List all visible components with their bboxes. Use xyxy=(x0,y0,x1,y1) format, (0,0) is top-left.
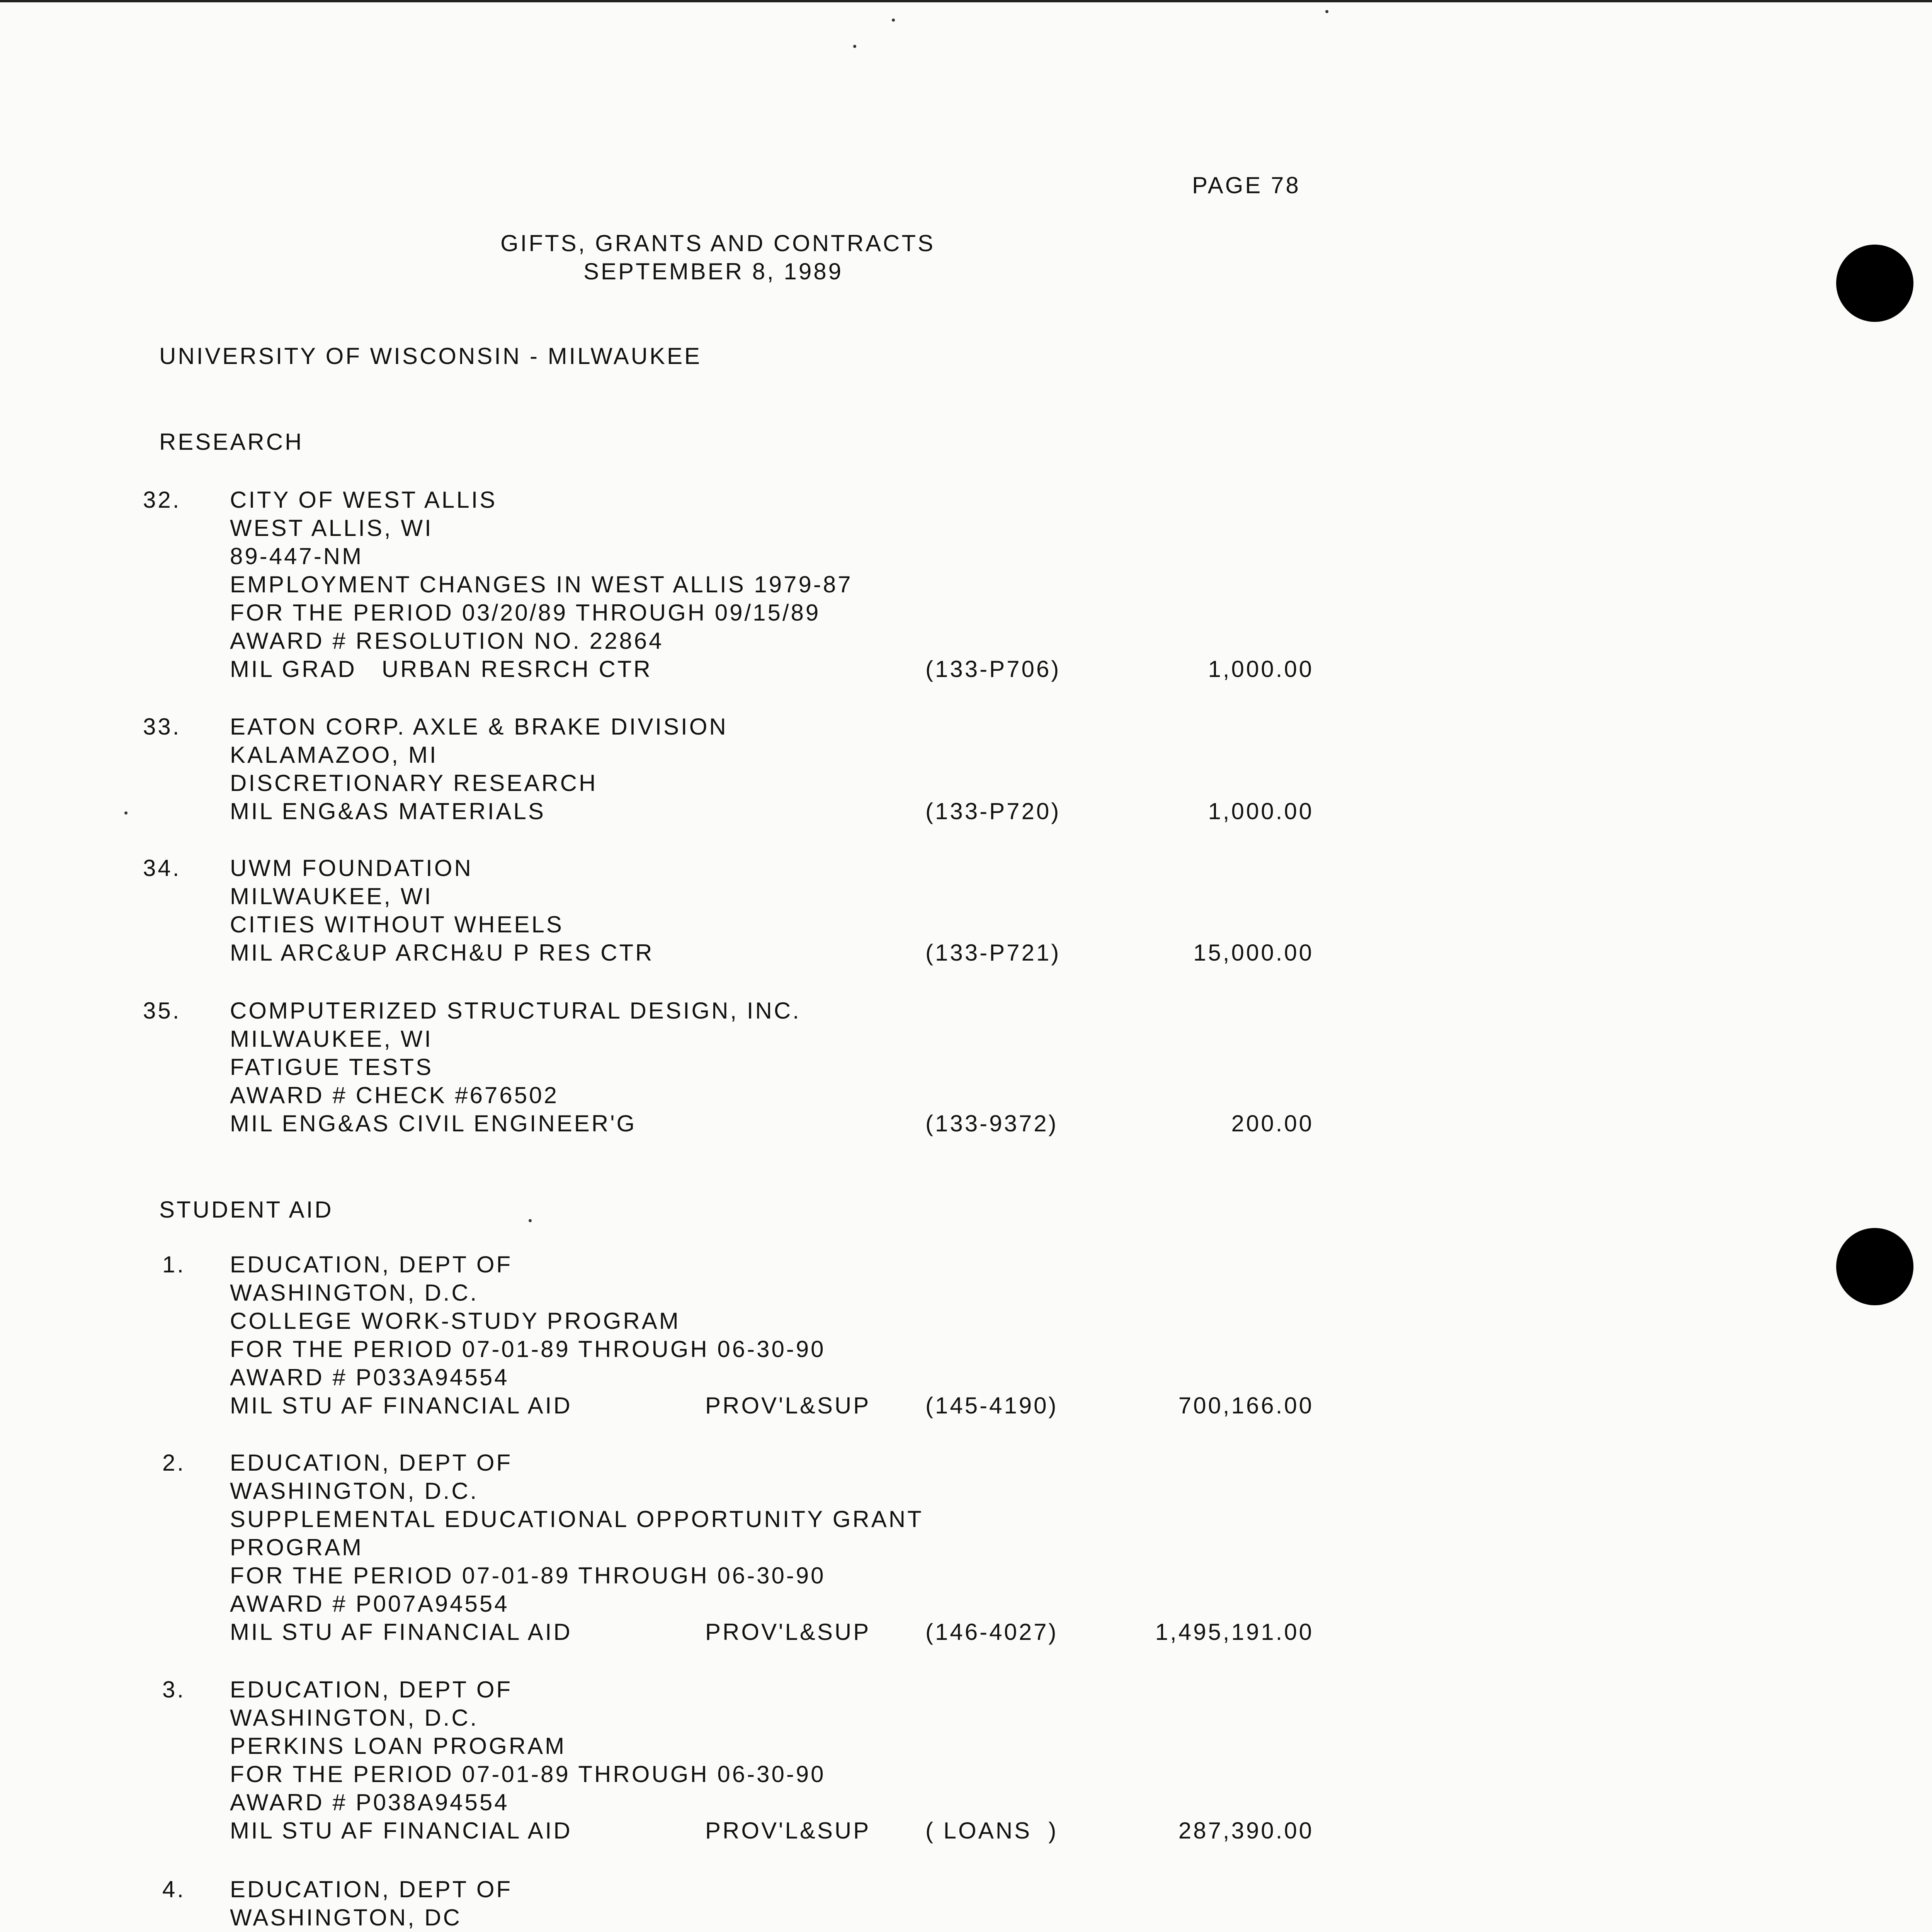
scan-speck xyxy=(529,1219,532,1222)
entry-department: MIL GRAD URBAN RESRCH CTR xyxy=(230,656,652,682)
entry-provision: PROV'L&SUP xyxy=(705,1393,871,1418)
entry-number: 33. xyxy=(143,714,181,740)
entry-description-line: AWARD # P007A94554 xyxy=(230,1591,509,1617)
entry-department: MIL STU AF FINANCIAL AID xyxy=(230,1393,572,1418)
entry-description-line: EDUCATION, DEPT OF xyxy=(230,1876,513,1902)
entry-description-line: FOR THE PERIOD 03/20/89 THROUGH 09/15/89 xyxy=(230,600,821,626)
entry-description-line: AWARD # RESOLUTION NO. 22864 xyxy=(230,628,664,654)
entry-account-code: (133-P706) xyxy=(925,656,1061,682)
entry-department: MIL ENG&AS CIVIL ENGINEER'G xyxy=(230,1111,637,1136)
entry-account-code: (133-P721) xyxy=(925,940,1061,966)
entry-amount: 1,495,191.00 xyxy=(1155,1619,1314,1645)
scan-speck xyxy=(124,811,128,815)
entry-description-line: FOR THE PERIOD 07-01-89 THROUGH 06-30-90 xyxy=(230,1563,826,1588)
entry-description-line: CITIES WITHOUT WHEELS xyxy=(230,912,564,937)
entry-description-line: 89-447-NM xyxy=(230,543,364,569)
entry-description-line: WASHINGTON, DC xyxy=(230,1905,462,1930)
entry-description-line: AWARD # P038A94554 xyxy=(230,1789,509,1815)
entry-amount: 287,390.00 xyxy=(1178,1818,1314,1844)
entry-description-line: MILWAUKEE, WI xyxy=(230,1026,433,1052)
scan-speck xyxy=(853,45,856,48)
page-number: PAGE 78 xyxy=(1192,172,1301,198)
section-heading-student-aid: STUDENT AID xyxy=(159,1197,333,1223)
document-date: SEPTEMBER 8, 1989 xyxy=(583,259,843,284)
entry-description-line: PROGRAM xyxy=(230,1534,364,1560)
entry-amount: 15,000.00 xyxy=(1193,940,1314,966)
entry-amount: 1,000.00 xyxy=(1208,798,1314,824)
entry-number: 4. xyxy=(162,1876,186,1902)
entry-account-code: (146-4027) xyxy=(925,1619,1058,1645)
entry-description-line: AWARD # CHECK #676502 xyxy=(230,1082,559,1108)
entry-description-line: CITY OF WEST ALLIS xyxy=(230,487,497,513)
entry-number: 34. xyxy=(143,855,181,881)
entry-description-line: EDUCATION, DEPT OF xyxy=(230,1450,513,1476)
entry-number: 3. xyxy=(162,1677,186,1702)
entry-account-code: ( LOANS ) xyxy=(925,1818,1058,1844)
punch-hole-top xyxy=(1836,245,1913,322)
entry-description-line: WEST ALLIS, WI xyxy=(230,515,433,541)
entry-number: 1. xyxy=(162,1252,186,1277)
entry-description-line: COMPUTERIZED STRUCTURAL DESIGN, INC. xyxy=(230,998,801,1024)
scan-speck xyxy=(1325,10,1328,13)
entry-description-line: UWM FOUNDATION xyxy=(230,855,473,881)
entry-provision: PROV'L&SUP xyxy=(705,1818,871,1844)
entry-description-line: PERKINS LOAN PROGRAM xyxy=(230,1733,566,1759)
entry-description-line: EDUCATION, DEPT OF xyxy=(230,1677,513,1702)
entry-description-line: EDUCATION, DEPT OF xyxy=(230,1252,513,1277)
entry-number: 2. xyxy=(162,1450,186,1476)
entry-description-line: MILWAUKEE, WI xyxy=(230,883,433,909)
entry-amount: 200.00 xyxy=(1231,1111,1314,1136)
entry-description-line: WASHINGTON, D.C. xyxy=(230,1280,479,1306)
entry-description-line: KALAMAZOO, MI xyxy=(230,742,438,768)
entry-account-code: (133-P720) xyxy=(925,798,1061,824)
entry-department: MIL ARC&UP ARCH&U P RES CTR xyxy=(230,940,654,966)
entry-amount: 700,166.00 xyxy=(1178,1393,1314,1418)
entry-description-line: COLLEGE WORK-STUDY PROGRAM xyxy=(230,1308,680,1334)
entry-department: MIL ENG&AS MATERIALS xyxy=(230,798,546,824)
section-heading-research: RESEARCH xyxy=(159,429,304,455)
entry-description-line: FOR THE PERIOD 07-01-89 THROUGH 06-30-90 xyxy=(230,1336,826,1362)
entry-number: 35. xyxy=(143,998,181,1024)
entry-description-line: WASHINGTON, D.C. xyxy=(230,1705,479,1731)
scan-speck xyxy=(892,19,895,22)
entry-description-line: DISCRETIONARY RESEARCH xyxy=(230,770,598,796)
entry-number: 32. xyxy=(143,487,181,513)
entry-description-line: WASHINGTON, D.C. xyxy=(230,1478,479,1504)
entry-description-line: SUPPLEMENTAL EDUCATIONAL OPPORTUNITY GRANT xyxy=(230,1506,923,1532)
entry-department: MIL STU AF FINANCIAL AID xyxy=(230,1619,572,1645)
entry-description-line: FOR THE PERIOD 07-01-89 THROUGH 06-30-90 xyxy=(230,1761,826,1787)
entry-department: MIL STU AF FINANCIAL AID xyxy=(230,1818,572,1844)
document-title: GIFTS, GRANTS AND CONTRACTS xyxy=(500,230,935,256)
entry-description-line: FATIGUE TESTS xyxy=(230,1054,434,1080)
institution-name: UNIVERSITY OF WISCONSIN - MILWAUKEE xyxy=(159,343,702,369)
entry-description-line: EATON CORP. AXLE & BRAKE DIVISION xyxy=(230,714,728,740)
entry-provision: PROV'L&SUP xyxy=(705,1619,871,1645)
punch-hole-middle xyxy=(1836,1228,1913,1305)
entry-amount: 1,000.00 xyxy=(1208,656,1314,682)
entry-description-line: AWARD # P033A94554 xyxy=(230,1364,509,1390)
entry-account-code: (145-4190) xyxy=(925,1393,1058,1418)
entry-description-line: EMPLOYMENT CHANGES IN WEST ALLIS 1979-87 xyxy=(230,571,853,597)
page-top-edge xyxy=(0,0,1932,2)
entry-account-code: (133-9372) xyxy=(925,1111,1058,1136)
